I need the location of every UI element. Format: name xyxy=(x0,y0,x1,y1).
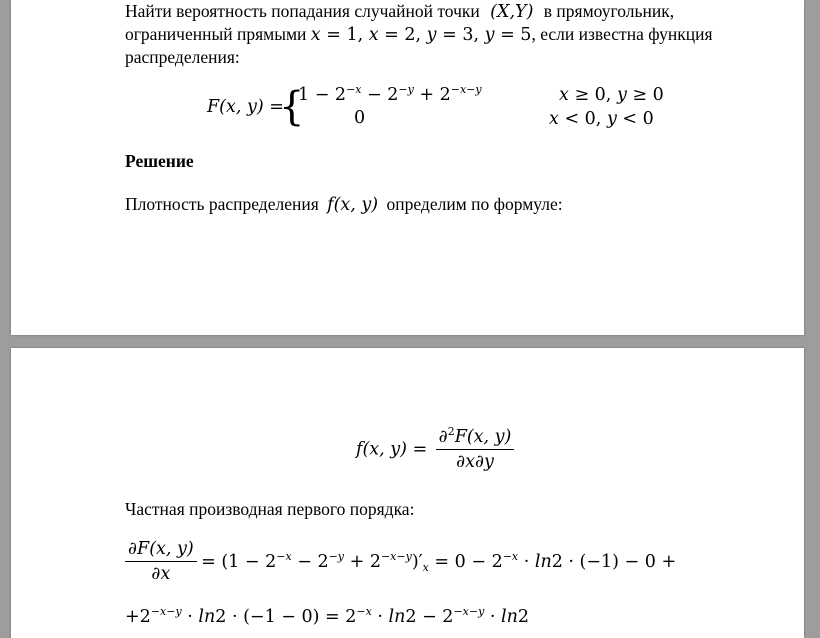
solution-heading: Решение xyxy=(125,151,194,171)
partial-fraction xyxy=(125,538,197,585)
document-page-1 xyxy=(11,0,804,335)
partial-denominator: ∂x xyxy=(151,564,171,584)
piecewise-brace: { xyxy=(279,84,305,130)
distribution-function-lhs: F(x, y) = xyxy=(207,97,284,117)
partial-derivative-label: Частная производная первого порядка: xyxy=(125,499,415,519)
case-2-condition: x < 0, y < 0 xyxy=(549,109,654,129)
density-text-after: определим по формуле: xyxy=(386,194,563,214)
case-1-condition: x ≥ 0, y ≥ 0 xyxy=(559,85,664,105)
partial-derivative-line-2: $+2^{-x-y} \cdot \ln 2 \cdot (-1 - 0) = 2^{-x} \cdot \ln 2 - 2^{-x-y} \cdot \ln 2$ xyxy=(125,605,530,627)
problem-statement-line-2: ограниченный прямыми x = 1, x = 2, y = 3, y = 5, если известна функция xyxy=(125,24,713,45)
problem-text-end: в прямоугольник, xyxy=(543,1,675,21)
point-notation: (X,Y) xyxy=(490,2,534,22)
problem-statement-line-1 xyxy=(125,0,674,23)
case-2-expression: 0 xyxy=(354,108,366,128)
density-intro xyxy=(125,193,563,216)
density-math: f(x, y) xyxy=(327,195,379,215)
density-formula-lhs: f(x, y) = xyxy=(356,439,428,460)
fraction-numerator: ∂$^2$F(x, y) xyxy=(436,426,515,450)
problem-text: Найти вероятность попадания случайной точки xyxy=(125,1,480,21)
density-text: Плотность распределения xyxy=(125,194,319,214)
density-formula-fraction xyxy=(436,426,515,473)
problem-statement-line-3: распределения: xyxy=(125,47,240,67)
density-formula xyxy=(356,426,514,473)
case-1-expression: $1 - 2^{-x} - 2^{-y} + 2^{-x-y}$ xyxy=(298,83,482,105)
partial-derivative-line-1: $\frac{\partial F(x, y)}{\partial x}$ = $(1 - 2^{-x} - 2^{-y} + 2^{-x-y})'_x = 0 - 2^{-x} \cdot \ln 2 \cdot (-1) - 0$ + xyxy=(125,538,676,585)
fraction-denominator: ∂x∂y xyxy=(456,452,494,472)
document-page-2 xyxy=(11,348,804,638)
partial-numerator: ∂F(x, y) xyxy=(125,538,197,562)
